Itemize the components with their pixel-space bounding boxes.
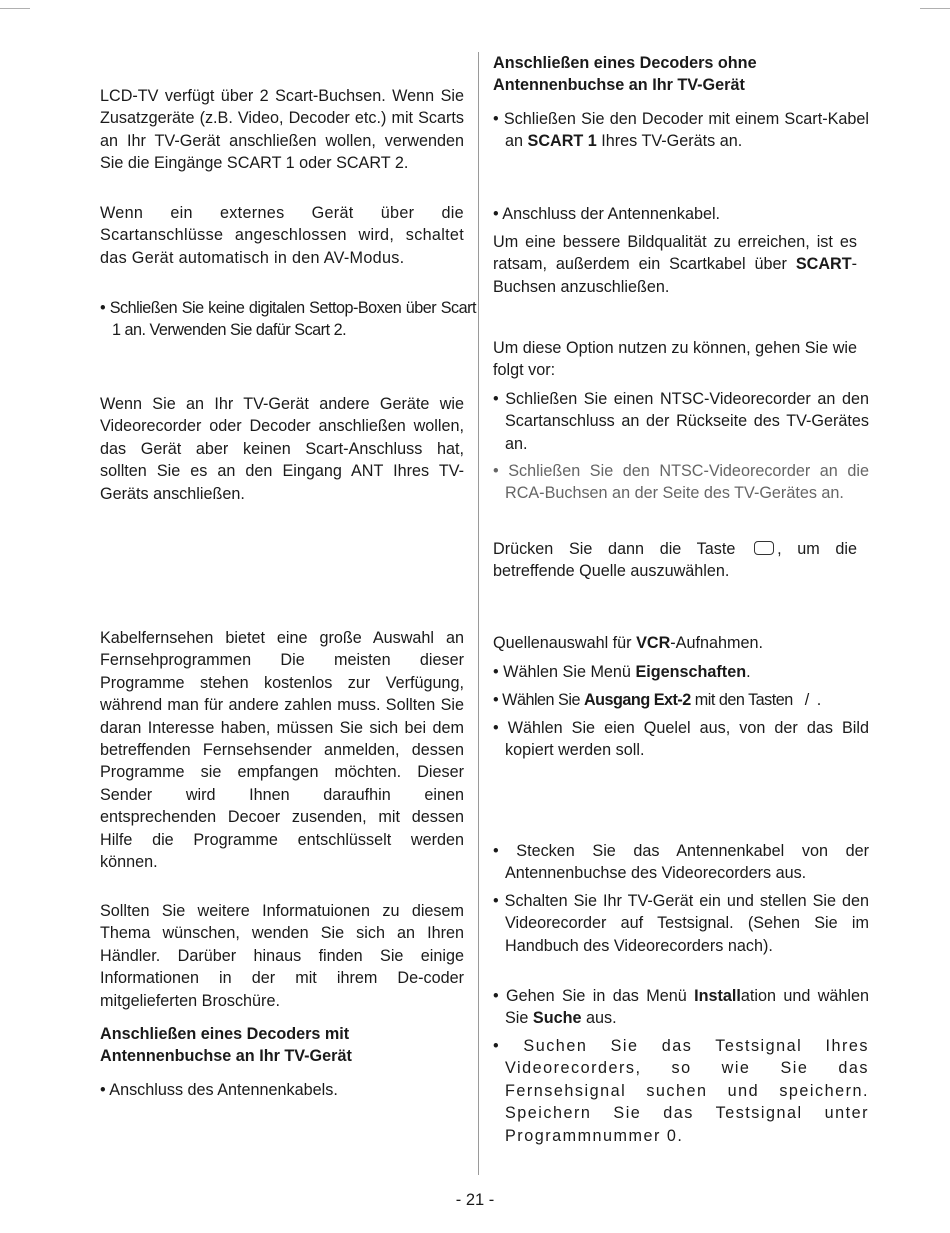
settop-box-note: • Schließen Sie keine digitalen Settop-Boxen über Scart 1 an. Verwenden Sie dafür Scart 2. (100, 299, 476, 340)
column-divider (478, 52, 479, 1175)
antenna-cables-bullet: • Anschluss der Antennenkabel. (493, 205, 721, 223)
unplug-antenna-bullet: • Stecken Sie das Antennenkabel von der Antennenbuchse des Videorecorders aus. (493, 842, 869, 883)
crop-mark-right (920, 8, 950, 9)
output-ext2-bullet: • Wählen Sie Ausgang Ext-2 mit den Tasten / . (493, 691, 821, 709)
page-number: - 21 - (455, 1191, 495, 1209)
source-key-paragraph: Drücken Sie dann die Taste , um die betreffende Quelle auszuwählen. (493, 540, 857, 581)
ntsc-scart-bullet: • Schließen Sie einen NTSC-Videorecorder an den Scartanschluss an der Rückseite des TV-Gerätes an. (493, 390, 869, 453)
cable-tv-paragraph: Kabelfernsehen bietet eine große Auswahl an Fernsehprogrammen Die meisten dieser Programme stehen kostenlos zur Verfügung, während man für andere zahlen muss. Sollten Sie daran Interesse haben, müssen Sie sich bei dem betreffenden Fernsehsender anmelden, dessen Programme sie empfangen möchten. Dieser Sender wird Ihnen daraufhin einen entsprechenden Decoer zusenden, mit dessen Hilfe die Programme entschlüsselt werden können. (100, 629, 464, 872)
crop-mark-left (0, 8, 30, 9)
antenna-cable-bullet: • Anschluss des Antennenkabels. (100, 1081, 338, 1099)
ant-input-paragraph: Wenn Sie an Ihr TV-Gerät andere Geräte wie Videorecorder oder Decoder anschließen wollen, das Gerät aber keinen Scart-Anschluss hat, sollten Sie es an den Eingang ANT Ihres TV-Geräts anschließen. (100, 395, 464, 503)
picture-quality-paragraph: Um eine bessere Bildqualität zu erreichen, ist es ratsam, außerdem ein Scartkabel über SCART-Buchsen anzuschließen. (493, 233, 857, 296)
av-mode-paragraph: Wenn ein externes Gerät über die Scartanschlüsse angeschlossen wird, schaltet das Gerät automatisch in den AV-Modus. (100, 204, 464, 267)
decoder-with-antenna-heading: Anschließen eines Decoders mit Antennenbuchse an Ihr TV-Gerät (100, 1025, 352, 1066)
installation-menu-bullet: • Gehen Sie in das Menü Installation und wählen Sie Suche aus. (493, 987, 870, 1028)
test-signal-bullet: • Schalten Sie Ihr TV-Gerät ein und stellen Sie den Videorecorder auf Testsignal. (Sehen Sie im Handbuch des Videorecorders nach). (493, 892, 869, 955)
option-intro-paragraph: Um diese Option nutzen zu können, gehen Sie wie folgt vor: (493, 339, 857, 380)
source-key-icon (754, 541, 774, 555)
select-source-bullet: • Wählen Sie eien Quelel aus, von der das Bild kopiert werden soll. (493, 719, 869, 760)
ntsc-rca-bullet: • Schließen Sie den NTSC-Videorecorder an die RCA-Buchsen an der Seite des TV-Gerätes an. (493, 462, 869, 503)
vcr-source-paragraph: Quellenauswahl für VCR-Aufnahmen. (493, 634, 763, 652)
scart-intro-paragraph: LCD-TV verfügt über 2 Scart-Buchsen. Wenn Sie Zusatzgeräte (z.B. Video, Decoder etc.) mit Scarts an Ihr TV-Gerät anschließen wollen, verwenden Sie die Eingänge SCART 1 oder SCART 2. (100, 87, 464, 173)
search-test-signal-bullet: • Suchen Sie das Testsignal Ihres Videorecorders, so wie Sie das Fernsehsignal suchen und speichern. Speichern Sie das Testsignal unter Programmnummer 0. (493, 1037, 869, 1145)
decoder-without-antenna-heading: Anschließen eines Decoders ohne Antennenbuchse an Ihr TV-Gerät (493, 54, 757, 95)
dealer-info-paragraph: Sollten Sie weitere Informatuionen zu diesem Thema wünschen, wenden Sie sich an Ihren Händler. Darüber hinaus finden Sie einige Informationen in der mit ihrem De-coder mitgelieferten Broschüre. (100, 902, 464, 1010)
decoder-scart-bullet: • Schließen Sie den Decoder mit einem Scart-Kabel an SCART 1 Ihres TV-Geräts an. (493, 110, 869, 151)
features-menu-bullet: • Wählen Sie Menü Eigenschaften. (493, 663, 751, 681)
